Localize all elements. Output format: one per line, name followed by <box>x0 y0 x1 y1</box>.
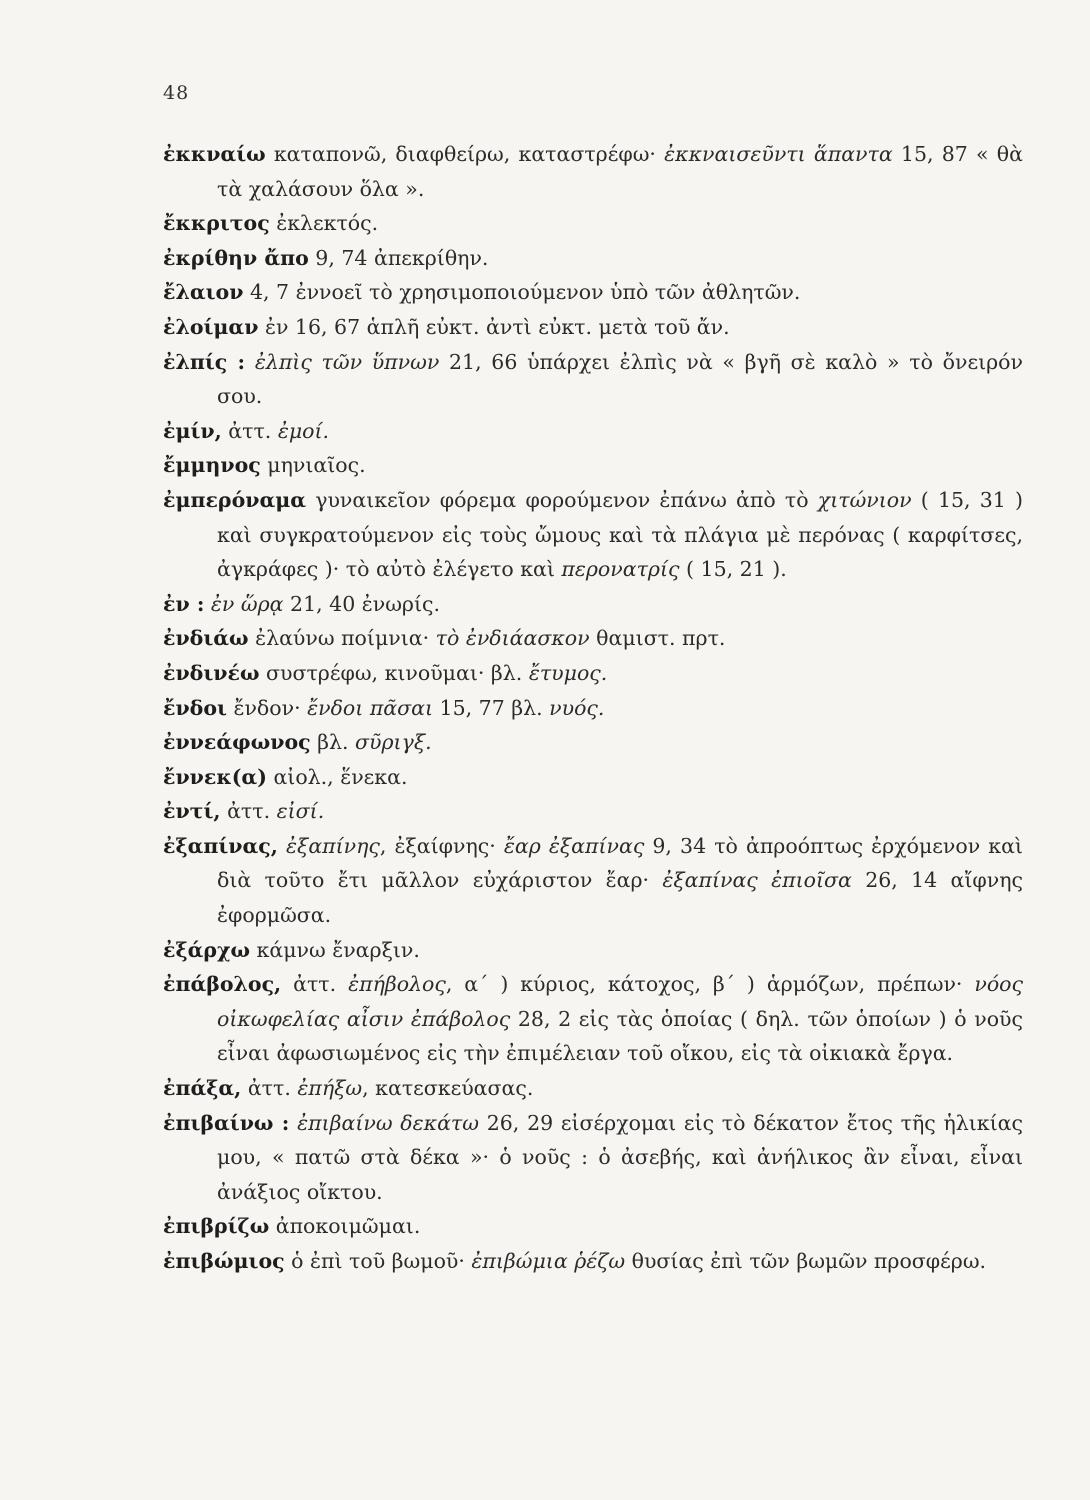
entry-definition: αἰολ., ἕνεκα. <box>266 764 408 789</box>
entry-citation: περονατρίς <box>561 557 680 582</box>
entry-headword: ἐκκναίω <box>163 142 266 166</box>
entry-definition: ἐλαύνω ποίμνια· <box>248 626 436 651</box>
entry-definition: συστρέφω, κινοῦμαι· βλ. <box>259 660 529 685</box>
entry-citation: ἐξαπίνας ἐπιοῖσα <box>662 868 852 893</box>
entry-headword: ἐλοίμαν <box>163 314 259 339</box>
glossary-entry <box>163 1106 1023 1210</box>
entry-definition: γυναικεῖον φόρεμα φορούμενον ἐπάνω ἀπὸ τὸ <box>306 487 818 512</box>
entry-definition: , κατεσκεύασας. <box>362 1076 534 1101</box>
entry-citation: ἐπιβώμια ῥέζω <box>471 1249 626 1273</box>
entry-citation: τὸ ἐνδιάασκον <box>435 626 590 651</box>
entry-definition: 15, 87 « θὰ τὰ χαλάσουν ὅλα ». <box>217 142 1023 201</box>
entry-headword: ἐπάβολος, <box>163 972 282 997</box>
glossary-entry <box>163 206 1023 241</box>
entry-definition <box>278 834 286 858</box>
entry-headword: ἐπιβαίνω : <box>163 1110 290 1135</box>
glossary-entry <box>163 275 1023 310</box>
entry-citation: ἐλπὶς τῶν ὕπνων <box>254 349 440 374</box>
glossary-entry <box>163 483 1023 587</box>
entry-definition: , ἐξαίφνης· <box>379 833 504 858</box>
entry-definition: θυσίας ἐπὶ τῶν βωμῶν προσφέρω. <box>625 1249 987 1273</box>
entry-definition: 26, 29 εἰσέρχομαι εἰς τὸ δέκατον ἔτος τῆς ἡλικίας μου, « πατῶ στὰ δέκα »· ὁ νοῦς : ὁ ἀσεβής, καὶ ἀνήλικος ἂν εἶναι, εἶναι ἀνάξιος οἴκτου. <box>217 1110 1023 1204</box>
entry-citation: νυός. <box>549 695 605 720</box>
entry-definition: ( 15, 31 ) καὶ συγκρατούμενον εἰς τοὺς ὤμους καὶ τὰ πλάγια μὲ περόνας ( καρφίτσες, ἀγκράφες )· τὸ αὐτὸ ἐλέγετο καὶ <box>217 487 1023 582</box>
glossary-entry <box>163 760 1023 795</box>
glossary-entry <box>163 691 1023 726</box>
entry-definition: βλ. <box>310 730 356 755</box>
entry-definition: ἐν 16, 67 ἁπλῆ εὐκτ. ἀντὶ εὐκτ. μετὰ τοῦ ἄν. <box>258 314 730 339</box>
entry-headword: ἐξάρχω <box>163 937 251 962</box>
entry-definition: 28, 2 εἰς τὰς ὁποίας ( δηλ. τῶν ὁποίων ) ὁ νοῦς εἶναι ἀφωσιωμένος εἰς τὴν ἐπιμέλειαν τοῦ οἴκου, εἰς τὰ οἰκιακὰ ἔργα. <box>217 1006 1023 1066</box>
entry-headword: ἔλαιον <box>163 280 244 305</box>
entry-definition: ( 15, 21 ). <box>679 557 787 582</box>
entry-definition: , α΄ ) κύριος, κάτοχος, β΄ ) ἁρμόζων, πρέπων· <box>445 972 975 997</box>
glossary-entry <box>163 621 1023 656</box>
glossary-entry <box>163 345 1023 414</box>
entry-definition: μηνιαῖος. <box>260 453 366 478</box>
entry-definition: καταπονῶ, διαφθείρω, καταστρέφω· <box>265 142 665 166</box>
glossary-entry <box>163 656 1023 691</box>
entry-definition <box>289 1111 297 1135</box>
entry-headword: ἐνδινέω <box>163 660 260 685</box>
entry-definition: ἀττ. <box>281 972 349 997</box>
entry-headword: ἔμμηνος <box>163 453 261 478</box>
entry-headword: ἐμπερόναμα <box>163 487 307 512</box>
entry-definition: 4, 7 ἐννοεῖ τὸ χρησιμοποιούμενον ὑπὸ τῶν ἀθλητῶν. <box>243 280 801 305</box>
glossary-entry <box>163 310 1023 345</box>
entry-headword: ἐντί, <box>163 799 221 824</box>
entry-citation: ἐπήβολος <box>348 972 446 997</box>
glossary-entry <box>163 448 1023 483</box>
glossary-entry <box>163 725 1023 760</box>
entry-citation: ἔαρ ἐξαπίνας <box>503 833 645 858</box>
entry-definition: ὁ ἐπὶ τοῦ βωμοῦ· <box>284 1249 472 1273</box>
entry-definition: θαμιστ. πρτ. <box>589 626 726 651</box>
entry-citation: ἔτυμος. <box>528 660 608 685</box>
entry-citation: ἐξαπίνης <box>286 833 380 858</box>
entry-headword: ἐννεάφωνος <box>163 730 311 755</box>
entry-definition: ἀττ. <box>220 799 277 824</box>
entry-headword: ἐπιβώμιος <box>163 1249 285 1273</box>
entry-headword: ἔνδοι <box>163 695 227 720</box>
glossary-entry <box>163 587 1023 622</box>
entry-headword: ἐλπίς : <box>163 349 246 374</box>
glossary <box>163 137 1023 1279</box>
entry-headword: ἐκρίθην ἄπο <box>163 245 309 270</box>
entry-definition: 9, 74 ἀπεκρίθην. <box>308 245 489 270</box>
entry-headword: ἐνδιάω <box>163 626 249 651</box>
glossary-entry <box>163 1244 1023 1279</box>
entry-definition: ἀττ. <box>241 1076 298 1101</box>
entry-citation: ἐκκναισεῦντι ἅπαντα <box>664 142 893 166</box>
entry-definition: ἐκλεκτός. <box>269 211 379 236</box>
entry-definition: 21, 66 ὑπάρχει ἐλπὶς νὰ « βγῆ σὲ καλὸ » τὸ ὄνειρόν σου. <box>217 349 1023 409</box>
glossary-entry <box>163 967 1023 1071</box>
entry-citation: ἔνδοι πᾶσαι <box>307 695 434 720</box>
entry-definition: 9, 34 τὸ ἀπροόπτως ἐρχόμενον καὶ διὰ τοῦτο ἔτι μᾶλλον εὐχάριστον ἔαρ· <box>217 833 1023 893</box>
glossary-entry <box>163 241 1023 276</box>
entry-definition: κάμνω ἔναρξιν. <box>250 937 420 962</box>
glossary-entry <box>163 829 1023 933</box>
entry-definition: 21, 40 ἐνωρίς. <box>283 591 441 616</box>
entry-definition: 26, 14 αἴφνης ἐφορμῶσα. <box>217 868 1023 928</box>
entry-citation: νόος οἰκωφελίας αἶσιν ἐπάβολος <box>217 972 1023 1031</box>
entry-citation: ἐπιβαίνω δεκάτω <box>297 1110 479 1135</box>
entry-headword: ἐμίν, <box>163 418 222 443</box>
entry-definition <box>245 350 255 374</box>
entry-headword: ἐξαπίνας, <box>163 833 278 858</box>
entry-citation: χιτώνιον <box>817 487 912 512</box>
entry-citation: ἐμοί. <box>277 418 330 443</box>
entry-citation: εἰσί. <box>276 799 325 824</box>
glossary-entry <box>163 1209 1023 1244</box>
entry-headword: ἐπάξα, <box>163 1076 242 1101</box>
glossary-entry <box>163 414 1023 449</box>
entry-headword: ἔννεκ(α) <box>163 764 267 789</box>
entry-headword: ἐπιβρίζω <box>163 1214 270 1239</box>
entry-headword: ἔκκριτος <box>163 211 270 236</box>
glossary-entry <box>163 137 1023 206</box>
page-number: 48 <box>163 82 190 104</box>
entry-definition: 15, 77 βλ. <box>433 695 550 720</box>
glossary-entry <box>163 794 1023 829</box>
entry-definition: ἀποκοιμῶμαι. <box>269 1214 421 1239</box>
entry-definition: ἔνδον· <box>226 695 308 720</box>
entry-citation: σῦριγξ. <box>355 730 432 755</box>
entry-definition: ἀττ. <box>221 418 278 443</box>
entry-citation: ἐν ὥρᾳ <box>210 591 284 616</box>
glossary-entry <box>163 1071 1023 1106</box>
entry-citation: ἐπήξω <box>297 1076 363 1101</box>
glossary-entry <box>163 933 1023 968</box>
entry-headword: ἐν : <box>163 591 205 616</box>
